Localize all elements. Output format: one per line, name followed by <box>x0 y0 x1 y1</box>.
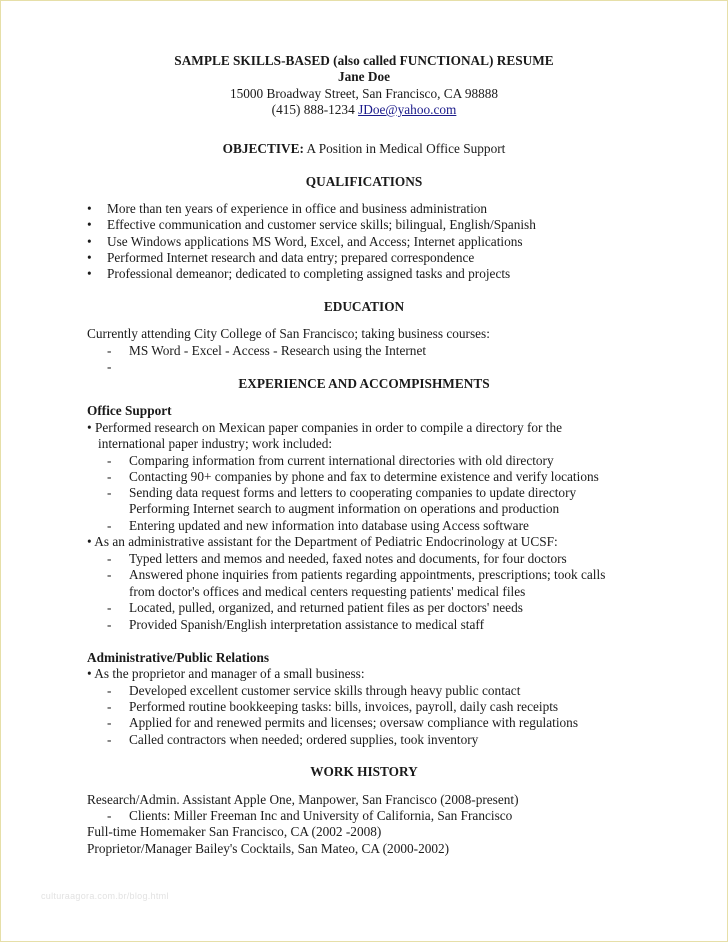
phone-number: (415) 888-1234 <box>271 102 355 117</box>
dash-icon: - <box>107 453 112 468</box>
education-heading: EDUCATION <box>323 299 405 314</box>
education-line: Currently attending City College of San Francisco; taking business courses: <box>87 326 490 341</box>
dash-icon: - <box>107 699 112 714</box>
office-support-title: Office Support <box>87 403 172 418</box>
bullet-icon: • <box>87 266 92 281</box>
office-paragraph-1-cont: international paper industry; work included: <box>98 436 333 451</box>
watermark: culturaagora.com.br/blog.html <box>41 891 169 901</box>
admin-title: Administrative/Public Relations <box>87 650 270 665</box>
office-paragraph-2: • As an administrative assistant for the Department of Pediatric Endocrinology at UCSF: <box>87 534 558 549</box>
bullet-icon: • <box>87 234 92 249</box>
dash-icon: - <box>107 551 112 566</box>
dash-icon: - <box>107 567 112 582</box>
resume-page: SAMPLE SKILLS-BASED (also called FUNCTIONAL) RESUME Jane Doe 15000 Broadway Street, San Francisco, CA 98888 (415) 888-1234 JDoe@yahoo.com OBJECTIVE: A Position in Medical Office Support QUALIFICATIONS • More than ten years of experience in office and business administration • Effective communication and customer service skills; bilingual, English/Spanish • Use Windows applications MS Word, Excel, and Access; Internet applications • Performed Internet research and data entry; prepared correspondence • Professional demeanor; dedicated to completing assigned tasks and projects EDUCATION Currently attending City College of San Francisco; taking business courses: - MS Word - Excel - Access - Research using the Internet - EXPERIENCE AND ACCOMPISHMENTS Office Support • Performed research on Mexican paper companies in order to compile a directory for the international paper industry; work included: - Comparing information from current international directories with old directory - Contacting 90+ companies by phone and fax to determine existence and verify locations - Sending data request forms and letters to cooperating companies to update directory Performing Internet search to augment information on operations and production - Entering updated and new information into database using Access software • As an administrative assistant for the Department of Pediatric Endocrinology at UCSF: - Typed letters and memos and needed, faxed notes and documents, for four doctors - Answered phone inquiries from patients regarding appointments, prescriptions; took calls from doctor's offices and medical centers requesting patients' medical files - Located, pulled, organized, and returned patient files as per doctors' needs - Provided Spanish/English interpretation assistance to medical staff Administrative/Public Relations • As the proprietor and manager of a small business: - Developed excellent customer service skills through heavy public contact - Performed routine bookkeeping tasks: bills, invoices, payroll, daily cash receipts - Applied for and renewed permits and licenses; oversaw compliance with regulations - Called contractors when needed; ordered supplies, took inventory WORK HISTORY Research/Admin. Assistant Apple One, Manpower, San Francisco (2008-present) - Clients: Miller Freeman Inc and University of California, San Francisco Full-time Homemaker San Francisco, CA (2002 -2008) Proprietor/Manager Bailey's Cocktails, San Mateo, CA (2000-2002) culturaagora.com.br/blog.html <box>0 0 728 942</box>
email-link[interactable]: JDoe@yahoo.com <box>358 102 457 117</box>
objective-text: A Position in Medical Office Support <box>306 141 506 156</box>
dash-icon: - <box>107 343 112 358</box>
bullet-icon: • <box>87 420 92 435</box>
applicant-address: 15000 Broadway Street, San Francisco, CA 98888 <box>229 86 499 101</box>
dash-icon: - <box>107 359 112 374</box>
dash-icon: - <box>107 732 112 747</box>
qualifications-heading: QUALIFICATIONS <box>305 174 423 189</box>
bullet-icon: • <box>87 666 92 681</box>
objective-label: OBJECTIVE: <box>222 141 304 156</box>
work-history-line: Proprietor/Manager Bailey's Cocktails, San Mateo, CA (2000-2002) <box>87 841 450 856</box>
admin-paragraph: • As the proprietor and manager of a small business: <box>87 666 365 681</box>
dash-icon: - <box>107 485 112 500</box>
office-paragraph-1: • Performed research on Mexican paper companies in order to compile a directory for the <box>87 420 563 435</box>
dash-icon: - <box>107 469 112 484</box>
dash-icon: - <box>107 715 112 730</box>
objective-line <box>1 141 727 157</box>
work-history-heading: WORK HISTORY <box>310 764 418 779</box>
experience-heading: EXPERIENCE AND ACCOMPISHMENTS <box>238 376 490 391</box>
resume-title: SAMPLE SKILLS-BASED (also called FUNCTIONAL) RESUME <box>174 53 554 68</box>
work-history-line: Research/Admin. Assistant Apple One, Manpower, San Francisco (2008-present) <box>87 792 519 807</box>
bullet-icon: • <box>87 217 92 232</box>
bullet-icon: • <box>87 534 92 549</box>
bullet-icon: • <box>87 250 92 265</box>
dash-icon: - <box>107 808 112 823</box>
dash-icon: - <box>107 600 112 615</box>
applicant-name: Jane Doe <box>337 69 391 84</box>
work-history-line: Full-time Homemaker San Francisco, CA (2002 -2008) <box>87 824 382 839</box>
office-task-item-cont: from doctor's offices and medical centers requesting patients' medical files <box>129 584 526 599</box>
dash-icon: - <box>107 683 112 698</box>
dash-icon: - <box>107 617 112 632</box>
bullet-icon: • <box>87 201 92 216</box>
contact-line <box>1 102 727 118</box>
dash-icon: - <box>107 518 112 533</box>
